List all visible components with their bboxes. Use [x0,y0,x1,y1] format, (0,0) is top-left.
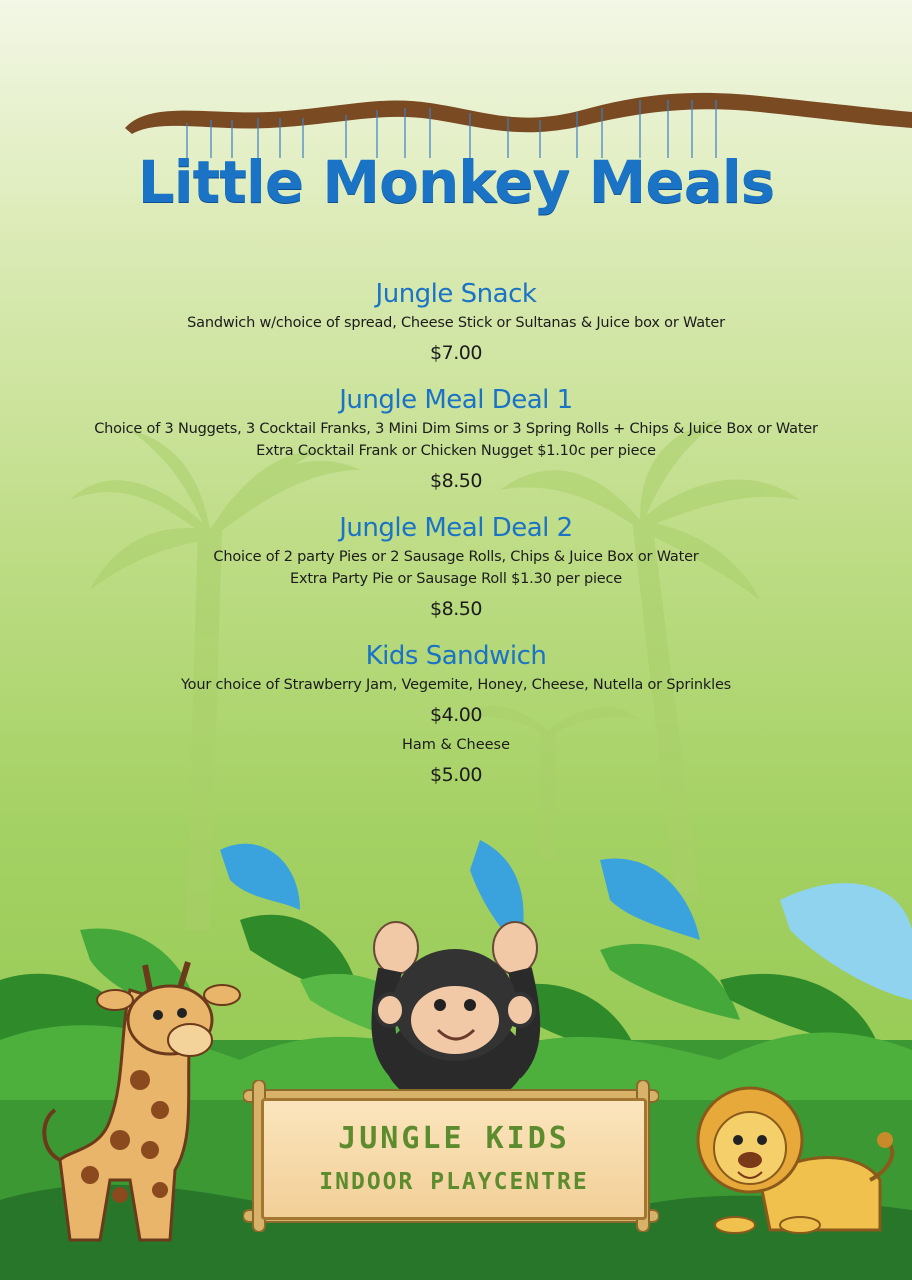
menu-item-price: $4.00 [430,704,482,726]
menu-item-name: Jungle Meal Deal 1 [339,385,573,415]
menu-item-name: Jungle Meal Deal 2 [339,513,573,543]
sign-board [261,1098,647,1220]
menu-item-price: $7.00 [430,342,482,364]
menu-item-price: $8.50 [430,470,482,492]
menu-item-description: Sandwich w/choice of spread, Cheese Stick or Sultanas & Juice box or Water [187,315,725,331]
jungle-kids-sign [243,1080,659,1232]
menu-item-description: Your choice of Strawberry Jam, Vegemite, Honey, Cheese, Nutella or Sprinkles [180,677,732,693]
menu-item-description: Choice of 3 Nuggets, 3 Cocktail Franks, 3 Mini Dim Sims or 3 Spring Rolls + Chips & Juice Box or Water [94,421,818,437]
menu-item-name: Kids Sandwich [365,641,547,671]
page-title: Little Monkey Meals [137,148,775,216]
menu-item-extra-note: Extra Cocktail Frank or Chicken Nugget $1.10c per piece [256,443,656,459]
menu-item-option-price: $5.00 [430,764,482,786]
sign-subtitle: INDOOR PLAYCENTRE [319,1169,589,1195]
menu-item-description: Choice of 2 party Pies or 2 Sausage Rolls, Chips & Juice Box or Water [213,549,699,565]
menu-item-name: Jungle Snack [375,279,537,309]
menu-item-extra-note: Extra Party Pie or Sausage Roll $1.30 per piece [289,571,622,587]
menu-item-price: $8.50 [430,598,482,620]
sign-title: JUNGLE KIDS [338,1121,570,1156]
menu-item-option: Ham & Cheese [401,737,511,753]
